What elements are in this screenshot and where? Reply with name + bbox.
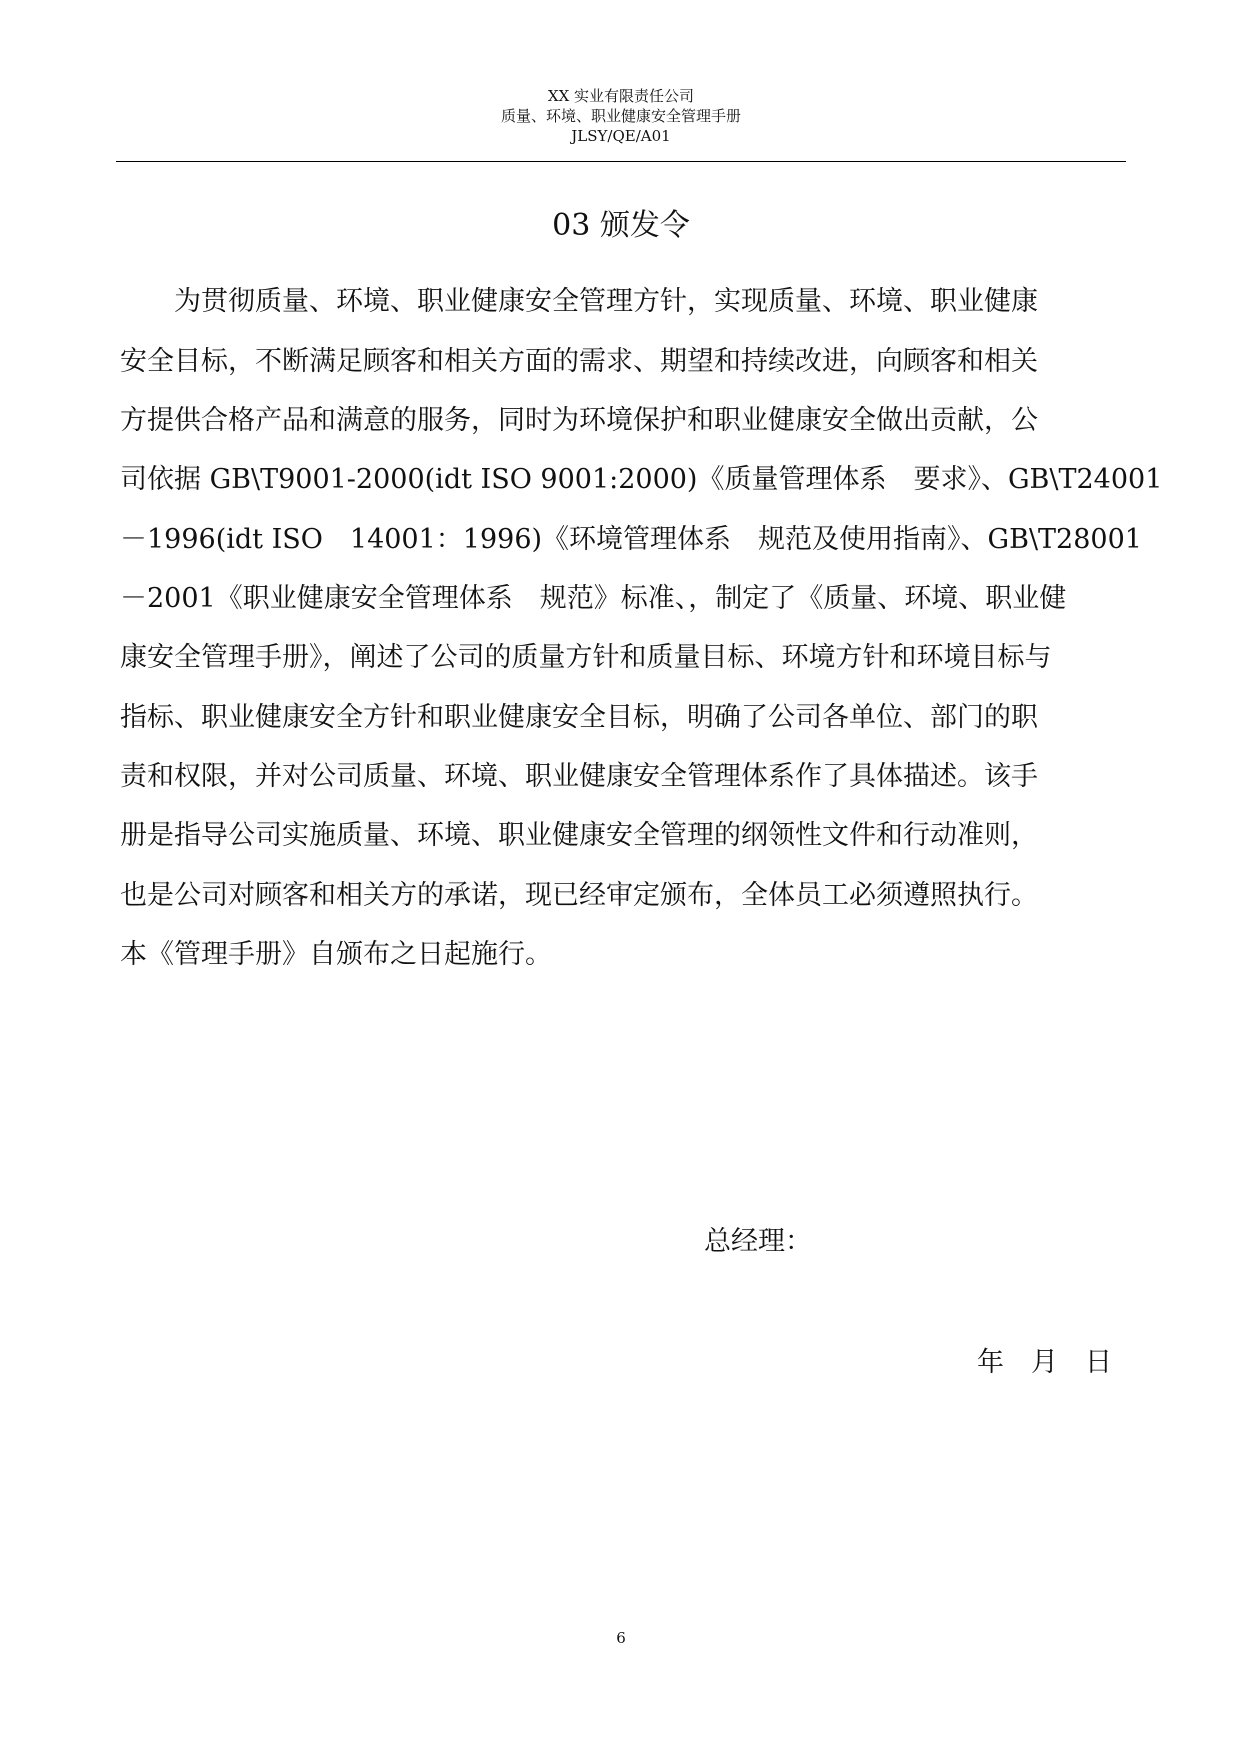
page-header <box>116 86 1126 146</box>
body-line: 为贯彻质量、环境、职业健康安全管理方针，实现质量、环境、职业健康 <box>120 286 1038 317</box>
body-line: 也是公司对顾客和相关方的承诺，现已经审定颁布，全体员工必须遵照执行。 <box>120 880 1038 911</box>
header-divider <box>116 161 1126 162</box>
body-line: 册是指导公司实施质量、环境、职业健康安全管理的纲领性文件和行动准则， <box>120 820 1038 851</box>
document-code: JLSY/QE/A01 <box>571 127 671 145</box>
signer-label: 总经理： <box>704 1226 812 1257</box>
body-line: －1996(idt ISO 14001：1996)《环境管理体系 规范及使用指南》、GB\T28001 <box>120 524 1142 555</box>
company-name: XX 实业有限责任公司 <box>547 87 695 105</box>
body-line: 方提供合格产品和满意的服务，同时为环境保护和职业健康安全做出贡献，公 <box>120 405 1038 436</box>
body-line: 指标、职业健康安全方针和职业健康安全目标，明确了公司各单位、部门的职 <box>120 702 1038 733</box>
page-title: 03 颁发令 <box>552 208 690 243</box>
body-line: 安全目标，不断满足顾客和相关方面的需求、期望和持续改进，向顾客和相关 <box>120 346 1038 377</box>
body-line: 司依据 GB\T9001-2000(idt ISO 9001:2000)《质量管理体系 要求》、GB\T24001 <box>120 464 1163 495</box>
body-line: 康安全管理手册》，阐述了公司的质量方针和质量目标、环境方针和环境目标与 <box>120 642 1052 673</box>
date-label: 年 月 日 <box>977 1347 1112 1378</box>
page-number: 6 <box>616 1629 626 1647</box>
manual-title: 质量、环境、职业健康安全管理手册 <box>500 107 741 125</box>
body-line: 本《管理手册》自颁布之日起施行。 <box>120 939 552 970</box>
body-line: 责和权限，并对公司质量、环境、职业健康安全管理体系作了具体描述。该手 <box>120 761 1038 792</box>
body-line: －2001《职业健康安全管理体系 规范》标准、，制定了《质量、环境、职业健 <box>120 583 1067 614</box>
